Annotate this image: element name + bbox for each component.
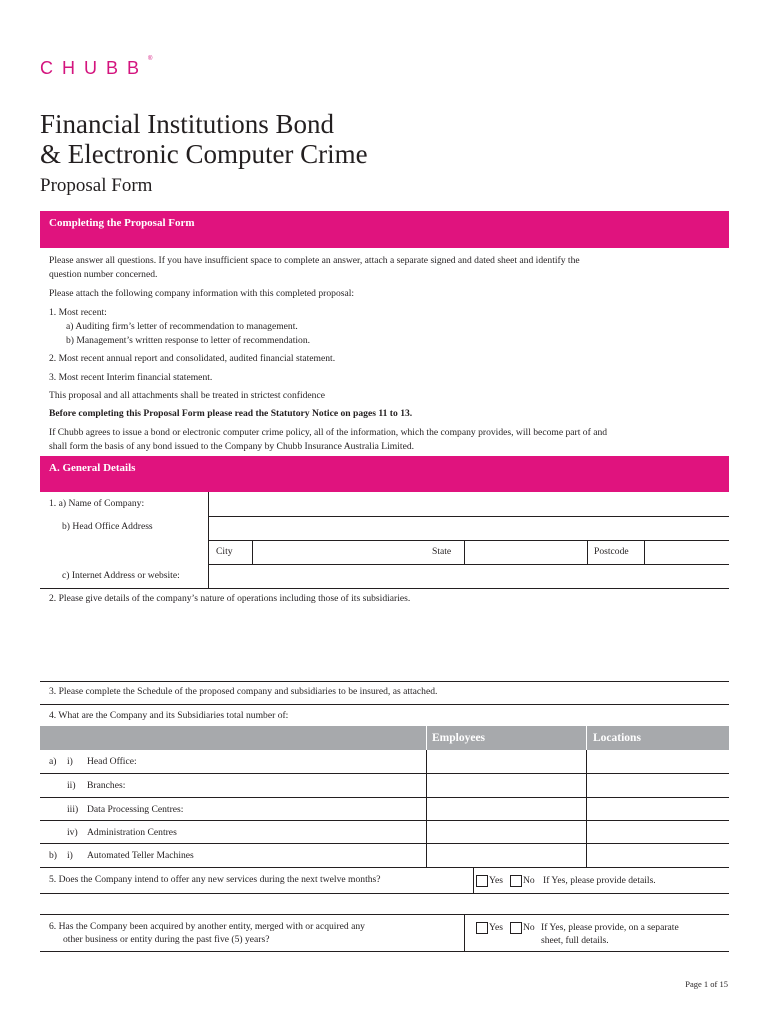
list-item-2: 2. Most recent annual report and consolidated, audited financial statement. (49, 353, 336, 364)
q6-yes-label: Yes (489, 922, 503, 933)
q4-row-line-5 (40, 867, 729, 868)
completing-section-header (40, 211, 729, 248)
row-label: Data Processing Centres: (87, 804, 184, 815)
q6-note-line-2: sheet, full details. (541, 935, 609, 946)
city-label: City (216, 546, 233, 557)
row-number: iv) (67, 827, 78, 838)
q4-row-line-1 (40, 773, 729, 774)
q6-divider (464, 914, 465, 951)
document-title (40, 109, 368, 169)
intro-line-1: Please answer all questions. If you have insufficient space to complete an answer, attach a separate signed and dated sheet and identify the (49, 255, 580, 266)
q5-yes-label: Yes (489, 875, 503, 886)
employees-input[interactable] (427, 751, 586, 773)
q3-bottom-line (40, 704, 729, 705)
q5-yes-checkbox[interactable] (476, 875, 488, 887)
row-number: iii) (67, 804, 79, 815)
q4-table-header (40, 726, 729, 750)
list-item-3: 3. Most recent Interim financial statement. (49, 372, 213, 383)
website-field[interactable] (209, 565, 729, 588)
q4-label: 4. What are the Company and its Subsidiaries total number of: (49, 710, 289, 721)
q3-label: 3. Please complete the Schedule of the proposed company and subsidiaries to be insured, as attached. (49, 686, 438, 697)
locations-input[interactable] (587, 822, 729, 844)
list-item-1: 1. Most recent: (49, 307, 107, 318)
row-prefix: a) (49, 756, 57, 767)
q6-no-label: No (523, 922, 535, 933)
intro-paragraph (49, 254, 721, 281)
employees-header: Employees (432, 732, 486, 744)
title-line-2: & Electronic Computer Crime (40, 139, 368, 169)
q6-top-line (40, 914, 729, 915)
q6-yes-checkbox[interactable] (476, 922, 488, 934)
postcode-label: Postcode (594, 546, 629, 557)
employees-input[interactable] (427, 775, 586, 797)
q6-label-line-2: other business or entity during the past five (5) years? (63, 934, 270, 945)
q6-no-checkbox[interactable] (510, 922, 522, 934)
state-field[interactable] (465, 541, 587, 564)
row-number: ii) (67, 780, 76, 791)
q4-row-line-2 (40, 797, 729, 798)
row-label: Head Office: (87, 756, 137, 767)
website-label: c) Internet Address or website: (62, 570, 180, 581)
general-details-heading: A. General Details (49, 462, 136, 474)
attach-instruction: Please attach the following company information with this completed proposal: (49, 288, 355, 299)
q2-label: 2. Please give details of the company’s nature of operations including those of its subsidiaries. (49, 593, 411, 604)
q5-no-label: No (523, 875, 535, 886)
postcode-field[interactable] (645, 541, 729, 564)
confidence-note: This proposal and all attachments shall be treated in strictest confidence (49, 390, 325, 401)
document-subtitle: Proposal Form (40, 175, 153, 196)
row-number: i) (67, 850, 73, 861)
state-label: State (432, 546, 452, 557)
row-label: Administration Centres (87, 827, 177, 838)
general-details-header (40, 456, 729, 492)
registered-mark: ® (148, 56, 153, 62)
q6-note-line-1: If Yes, please provide, on a separate (541, 922, 679, 933)
title-line-1: Financial Institutions Bond (40, 109, 334, 139)
locations-input[interactable] (587, 845, 729, 867)
locations-input[interactable] (587, 751, 729, 773)
q2-answer-area[interactable] (40, 608, 729, 680)
statutory-notice: Before completing this Proposal Form please read the Statutory Notice on pages 11 to 13. (49, 408, 413, 419)
list-item-1a: a) Auditing firm’s letter of recommendation to management. (66, 321, 298, 332)
head-office-label: b) Head Office Address (62, 521, 153, 532)
logo-text: CHUBB (40, 58, 149, 78)
q5-label: 5. Does the Company intend to offer any new services during the next twelve months? (49, 874, 381, 885)
employees-col-divider-header (426, 726, 427, 750)
agreement-line-1: If Chubb agrees to issue a bond or electronic computer crime policy, all of the information, which the company provides, will become part of and (49, 427, 608, 438)
q5-bottom-line (40, 893, 729, 894)
row-prefix: b) (49, 850, 57, 861)
employees-input[interactable] (427, 822, 586, 844)
q5-note: If Yes, please provide details. (543, 875, 656, 886)
row-label: Automated Teller Machines (87, 850, 194, 861)
employees-input[interactable] (427, 845, 586, 867)
q6-label-line-1: 6. Has the Company been acquired by another entity, merged with or acquired any (49, 921, 365, 932)
q6-bottom-line (40, 951, 729, 952)
company-name-field[interactable] (209, 493, 729, 516)
completing-heading: Completing the Proposal Form (49, 217, 195, 229)
intro-line-2: question number concerned. (49, 268, 158, 280)
row-number: i) (67, 756, 73, 767)
row-label: Branches: (87, 780, 126, 791)
q2-bottom-line (40, 681, 729, 682)
employees-input[interactable] (427, 799, 586, 821)
locations-input[interactable] (587, 775, 729, 797)
chubb-logo (40, 58, 152, 79)
postcode-left-divider (587, 540, 588, 564)
locations-input[interactable] (587, 799, 729, 821)
list-item-1b: b) Management’s written response to letter of recommendation. (66, 335, 311, 346)
page-number: Page 1 of 15 (685, 979, 728, 989)
q1-bottom-line (40, 588, 729, 589)
q5-divider (473, 867, 474, 893)
company-name-label: 1. a) Name of Company: (49, 498, 145, 509)
agreement-line-2: shall form the basis of any bond issued to the Company by Chubb Insurance Australia Limited. (49, 440, 415, 452)
locations-header: Locations (593, 732, 641, 744)
q5-no-checkbox[interactable] (510, 875, 522, 887)
head-office-address-field[interactable] (209, 517, 729, 540)
agreement-paragraph (49, 426, 721, 453)
